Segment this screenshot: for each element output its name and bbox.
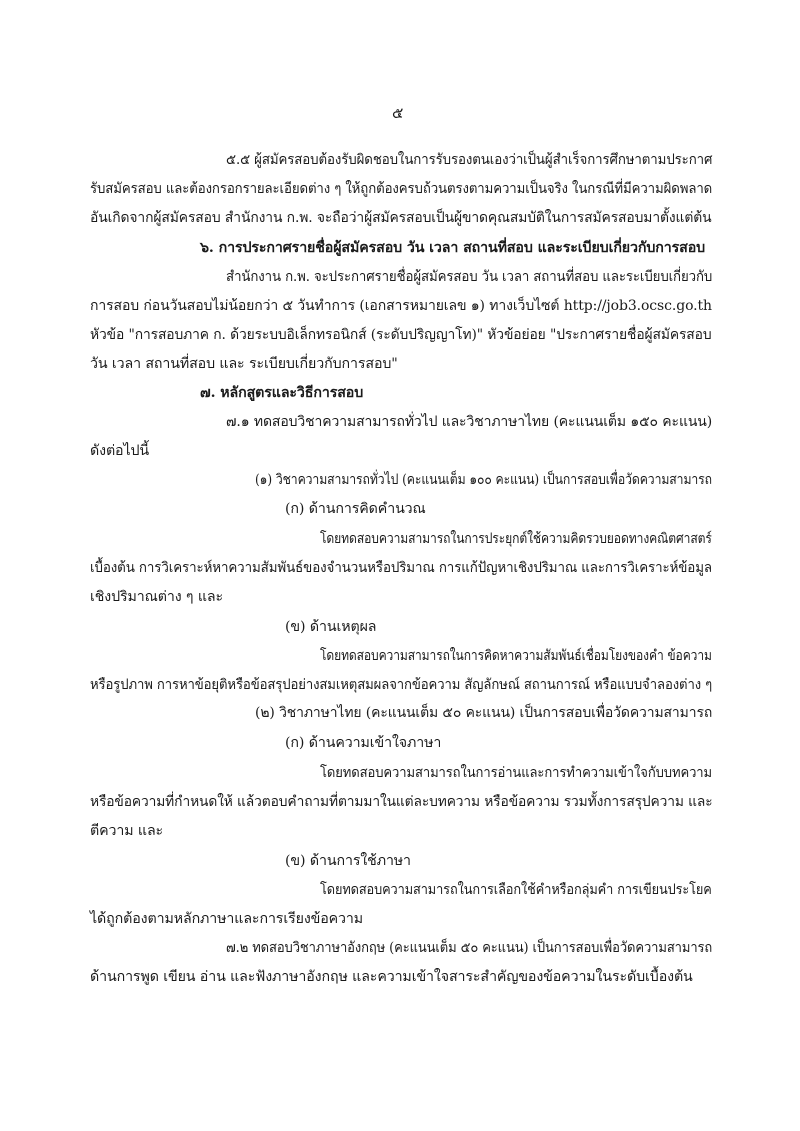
subsection-line: (๒) วิชาภาษาไทย (คะแนนเต็ม ๕๐ คะแนน) เป็นการสอบเพื่อวัดความสามารถ	[255, 705, 713, 721]
paragraph-line: ตีความ และ	[90, 823, 164, 839]
paragraph-line: รับสมัครสอบ และต้องกรอกรายละเอียดต่าง ๆ ให้ถูกต้องครบถ้วนตรงตามความเป็นจริง ในกรณีที่มีความผิดพลาด	[90, 181, 713, 197]
paragraph-line: โดยทดสอบความสามารถในการคิดหาความสัมพันธ์เชื่อมโยงของคำ ข้อความ	[320, 648, 712, 664]
paragraph-line: ๕.๕ ผู้สมัครสอบต้องรับผิดชอบในการรับรองตนเองว่าเป็นผู้สำเร็จการศึกษาตามประกาศ	[226, 152, 713, 168]
subsection-line: (ก) ด้านความเข้าใจภาษา	[285, 735, 442, 751]
paragraph-line: ได้ถูกต้องตามหลักภาษาและการเรียงข้อความ	[90, 911, 364, 927]
page-number: ๕	[392, 104, 404, 122]
paragraph-line: ๗.๑ ทดสอบวิชาความสามารถทั่วไป และวิชาภาษาไทย (คะแนนเต็ม ๑๕๐ คะแนน)	[226, 414, 713, 430]
paragraph-line: โดยทดสอบความสามารถในการอ่านและการทำความเข้าใจกับบทความ	[320, 765, 713, 781]
section-heading: ๗. หลักสูตรและวิธีการสอบ	[200, 385, 364, 401]
subsection-line: (๑) วิชาความสามารถทั่วไป (คะแนนเต็ม ๑๐๐ คะแนน) เป็นการสอบเพื่อวัดความสามารถ	[255, 472, 712, 488]
paragraph-line: ๗.๒ ทดสอบวิชาภาษาอังกฤษ (คะแนนเต็ม ๕๐ คะแนน) เป็นการสอบเพื่อวัดความสามารถ	[226, 940, 713, 956]
paragraph-line: อันเกิดจากผู้สมัครสอบ สำนักงาน ก.พ. จะถือว่าผู้สมัครสอบเป็นผู้ขาดคุณสมบัติในการสมัครสอบมาตั้งแต่ต้น	[90, 210, 712, 226]
subsection-line: (ข) ด้านการใช้ภาษา	[285, 853, 411, 869]
paragraph-line: การสอบ ก่อนวันสอบไม่น้อยกว่า ๕ วันทำการ (เอกสารหมายเลข ๑) ทางเว็บไซต์ http://job3.ocsc.go.th	[90, 298, 712, 314]
paragraph-line: โดยทดสอบความสามารถในการประยุกต์ใช้ความคิดรวบยอดทางคณิตศาสตร์	[320, 531, 712, 547]
paragraph-line: โดยทดสอบความสามารถในการเลือกใช้คำหรือกลุ่มคำ การเขียนประโยค	[320, 882, 712, 898]
paragraph-line: เบื้องต้น การวิเคราะห์หาความสัมพันธ์ของจำนวนหรือปริมาณ การแก้ปัญหาเชิงปริมาณ และการวิเคราะห์ข้อมูล	[90, 560, 713, 576]
paragraph-line: หรือรูปภาพ การหาข้อยุติหรือข้อสรุปอย่างสมเหตุสมผลจากข้อความ สัญลักษณ์ สถานการณ์ หรือแบบจำลองต่าง ๆ	[90, 677, 713, 693]
paragraph-line: สำนักงาน ก.พ. จะประกาศรายชื่อผู้สมัครสอบ วัน เวลา สถานที่สอบ และระเบียบเกี่ยวกับ	[226, 269, 713, 285]
paragraph-line: ดังต่อไปนี้	[90, 443, 150, 459]
paragraph-line: เชิงปริมาณต่าง ๆ และ	[90, 589, 224, 605]
subsection-line: (ข) ด้านเหตุผล	[285, 619, 377, 635]
paragraph-line: ด้านการพูด เขียน อ่าน และฟังภาษาอังกฤษ และความเข้าใจสาระสำคัญของข้อความในระดับเบื้องต้น	[90, 969, 693, 985]
paragraph-line: วัน เวลา สถานที่สอบ และ ระเบียบเกี่ยวกับการสอบ"	[90, 356, 398, 372]
paragraph-line: หรือข้อความที่กำหนดให้ แล้วตอบคำถามที่ตามมาในแต่ละบทความ หรือข้อความ รวมทั้งการสรุปความ และ	[90, 794, 713, 810]
paragraph-line: หัวข้อ "การสอบภาค ก. ด้วยระบบอิเล็กทรอนิกส์ (ระดับปริญญาโท)" หัวข้อย่อย "ประกาศรายชื่อผู้สมัครสอบ	[90, 327, 712, 343]
subsection-line: (ก) ด้านการคิดคำนวณ	[285, 501, 426, 517]
section-heading: ๖. การประกาศรายชื่อผู้สมัครสอบ วัน เวลา สถานที่สอบ และระเบียบเกี่ยวกับการสอบ	[200, 240, 706, 256]
